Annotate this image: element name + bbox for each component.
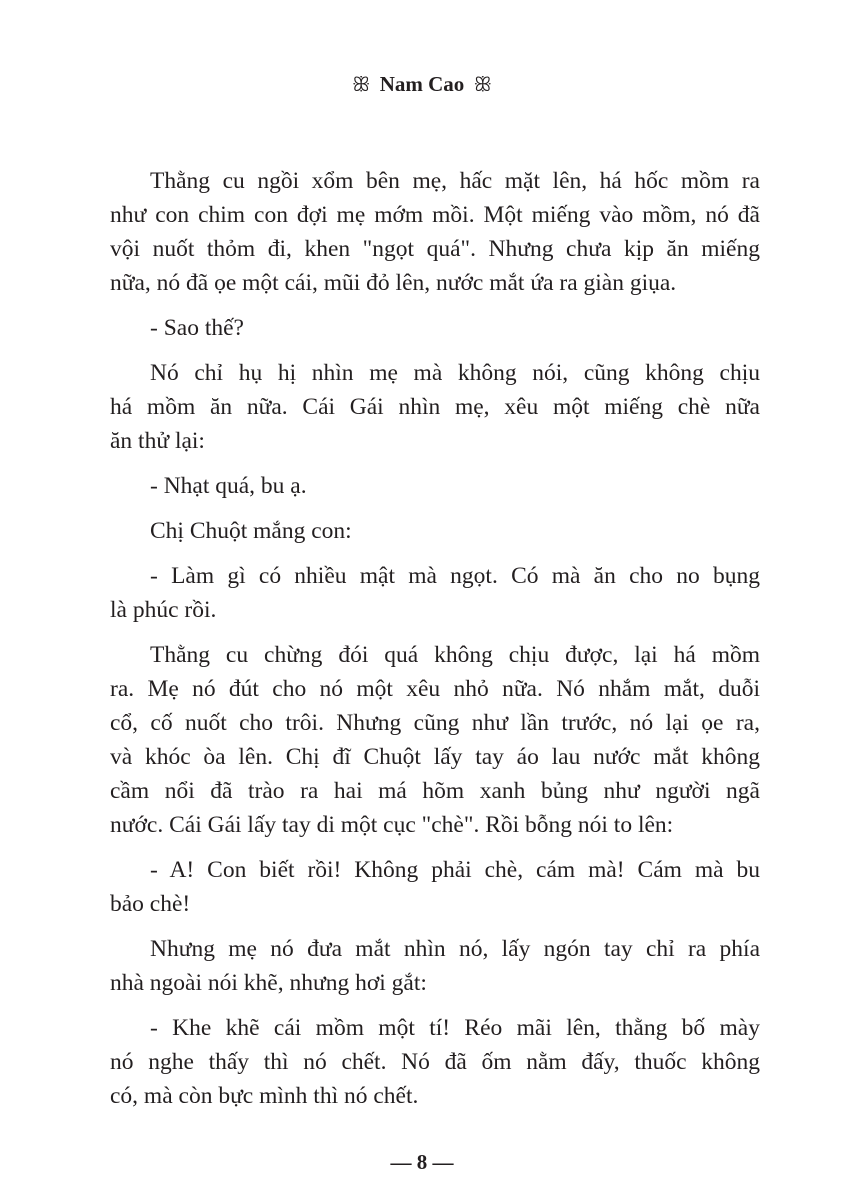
paragraph	[110, 638, 760, 842]
ornament-left-icon: ꕥ	[351, 74, 371, 96]
paragraph	[110, 853, 760, 921]
text-line: nước. Cái Gái lấy tay di một cục "chè". Rồi bỗng nói to lên:	[110, 812, 674, 838]
page-number: — 8 —	[390, 1150, 454, 1174]
paragraph	[110, 469, 760, 503]
text-line: như con chim con đợi mẹ mớm mồi. Một miếng vào mồm, nó đã	[110, 202, 760, 228]
text-line: ăn thử lại:	[110, 428, 205, 454]
text-line: - Sao thế?	[150, 315, 244, 341]
text-line: nhà ngoài nói khẽ, nhưng hơi gắt:	[110, 970, 427, 996]
author-title: Nam Cao	[379, 72, 465, 96]
text-line: ra. Mẹ nó đút cho nó một xêu nhỏ nữa. Nó nhắm mắt, duỗi	[110, 676, 760, 702]
text-line: và khóc òa lên. Chị đĩ Chuột lấy tay áo lau nước mắt không	[110, 744, 760, 770]
text-line: - Làm gì có nhiều mật mà ngọt. Có mà ăn cho no bụng	[150, 563, 760, 589]
text-line: - Nhạt quá, bu ạ.	[150, 473, 307, 499]
paragraph	[110, 311, 760, 345]
text-line: há mồm ăn nữa. Cái Gái nhìn mẹ, xêu một miếng chè nữa	[110, 394, 760, 420]
paragraph	[110, 559, 760, 627]
text-line: Nó chỉ hụ hị nhìn mẹ mà không nói, cũng không chịu	[150, 360, 760, 386]
ornament-right-icon: ꕥ	[473, 74, 493, 96]
text-line: Thằng cu ngồi xổm bên mẹ, hấc mặt lên, há hốc mồm ra	[150, 168, 760, 194]
text-line: bảo chè!	[110, 891, 191, 917]
text-line: Nhưng mẹ nó đưa mắt nhìn nó, lấy ngón tay chỉ ra phía	[150, 936, 760, 962]
text-line: vội nuốt thỏm đi, khen "ngọt quá". Nhưng chưa kịp ăn miếng	[110, 236, 760, 262]
text-line: nó nghe thấy thì nó chết. Nó đã ốm nằm đấy, thuốc không	[110, 1049, 760, 1075]
text-line: - Khe khẽ cái mồm một tí! Réo mãi lên, thằng bố mày	[150, 1015, 760, 1041]
paragraph	[110, 1011, 760, 1113]
text-line: là phúc rồi.	[110, 597, 217, 623]
running-header	[0, 72, 844, 97]
text-line: có, mà còn bực mình thì nó chết.	[110, 1083, 419, 1109]
paragraph	[110, 356, 760, 458]
body-text	[110, 164, 760, 1124]
text-line: Chị Chuột mắng con:	[150, 518, 352, 544]
text-line: nữa, nó đã ọe một cái, mũi đỏ lên, nước mắt ứa ra giàn giụa.	[110, 270, 677, 296]
paragraph	[110, 164, 760, 300]
text-line: - A! Con biết rồi! Không phải chè, cám mà! Cám mà bu	[150, 857, 760, 883]
paragraph	[110, 932, 760, 1000]
text-line: cầm nổi đã trào ra hai má hõm xanh bủng như người ngã	[110, 778, 760, 804]
text-line: Thằng cu chừng đói quá không chịu được, lại há mồm	[150, 642, 760, 668]
text-line: cổ, cố nuốt cho trôi. Nhưng cũng như lần trước, nó lại ọe ra,	[110, 710, 760, 736]
paragraph	[110, 514, 760, 548]
